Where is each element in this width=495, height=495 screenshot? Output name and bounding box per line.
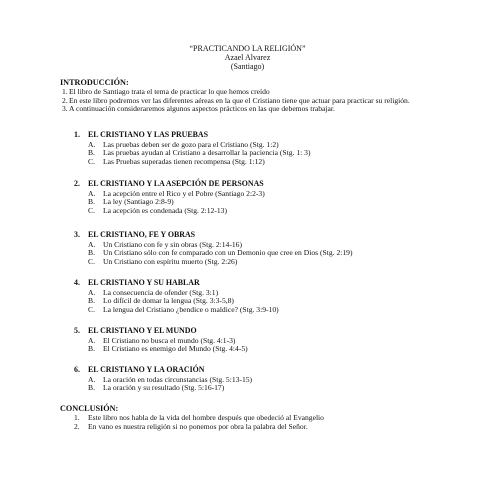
item-letter: A. <box>88 188 96 198</box>
document-author: Azael Alvarez <box>224 53 271 62</box>
item-text: Las Pruebas superadas tienen recompensa (Stg. 1:12) <box>103 156 265 166</box>
conclusion-item-number: 2. <box>74 421 80 431</box>
item-letter: B. <box>88 248 95 258</box>
section-title <box>74 231 454 240</box>
section-title <box>74 279 454 288</box>
item-text: El Cristiano no busca el mundo (Stg. 4:1-3) <box>103 335 236 345</box>
section-number: 2. <box>74 179 80 188</box>
section-pruebas <box>74 131 454 166</box>
conclusion-item-text: Este libro nos habla de la vida del hombre después que obedeció al Evangelio <box>88 413 324 422</box>
section-number: 1. <box>74 130 80 139</box>
conclusion-item <box>74 423 454 432</box>
item-letter: B. <box>88 296 95 306</box>
intro-list <box>62 88 432 114</box>
section-title-text: EL CRISTIANO Y EL MUNDO <box>88 326 197 335</box>
section-number: 4. <box>74 278 80 287</box>
intro-item-number: 1. <box>62 87 68 96</box>
item-text: Lo difícil de domar la lengua (Stg. 3:3-5,8) <box>103 296 234 306</box>
section-fe-obras <box>74 231 454 266</box>
document-title: “PRACTICANDO LA RELIGIÓN” <box>189 44 306 53</box>
item-letter: C. <box>88 256 95 266</box>
section-title <box>74 327 454 336</box>
section-title-text: EL CRISTIANO Y LA ORACIÓN <box>88 365 205 374</box>
item-text: La lengua del Cristiano ¿bendice o maldice? (Stg. 3:9-10) <box>103 304 279 314</box>
section-item <box>74 158 454 167</box>
section-number: 5. <box>74 326 80 335</box>
conclusion-item-number: 1. <box>74 413 80 422</box>
section-title-text: EL CRISTIANO Y LAS PRUEBAS <box>88 130 208 139</box>
intro-item-text: El libro de Santiago trata el tema de practicar lo que hemos creído <box>69 87 270 96</box>
section-number: 3. <box>74 230 80 239</box>
item-letter: A. <box>88 287 96 297</box>
intro-heading: INTRODUCCIÓN: <box>60 78 129 87</box>
section-oracion <box>74 366 454 393</box>
item-letter: B. <box>88 148 95 158</box>
item-letter: C. <box>88 304 95 314</box>
item-text: La oración y su resultado (Stg. 5:16-17) <box>103 383 225 393</box>
item-text: Un Cristiano sólo con fe comparado con un Demonio que cree en Dios (Stg. 2:19) <box>103 248 353 258</box>
item-text: Las pruebas ayudan al Cristiano a desarrollar la paciencia (Stg. 1: 3) <box>103 148 311 158</box>
item-letter: B. <box>88 344 95 354</box>
section-item <box>74 258 454 267</box>
conclusion-heading: CONCLUSIÓN: <box>60 404 119 413</box>
item-text: La acepción es condenada (Stg. 2:12-13) <box>103 205 227 215</box>
section-item <box>74 345 454 354</box>
section-item <box>74 384 454 393</box>
section-item <box>74 306 454 315</box>
section-title-text: EL CRISTIANO Y SU HABLAR <box>88 278 200 287</box>
section-hablar <box>74 279 454 314</box>
section-item <box>74 207 454 216</box>
item-text: La acepción entre el Rico y el Pobre (Santiago 2:2-3) <box>103 188 265 198</box>
intro-item-number: 2. <box>62 95 68 105</box>
item-text: La ley (Santiago 2:8-9) <box>103 197 174 207</box>
section-title <box>74 366 454 375</box>
intro-item-number: 3. <box>62 104 68 114</box>
item-letter: A. <box>88 374 96 384</box>
intro-item <box>62 105 432 114</box>
item-letter: C. <box>88 205 95 215</box>
item-text: Un Cristiano con fe y sin obras (Stg. 2:14-16) <box>103 239 242 249</box>
item-letter: A. <box>88 239 96 249</box>
title-block <box>0 44 495 71</box>
item-letter: C. <box>88 156 95 166</box>
item-text: La consecuencia de ofender (Stg. 3:1) <box>103 287 219 297</box>
item-letter: A. <box>88 139 96 149</box>
section-number: 6. <box>74 365 80 374</box>
item-text: El Cristiano es enemigo del Mundo (Stg. 4:4-5) <box>103 344 248 354</box>
intro-item-text: En este libro podremos ver las diferentes aéreas en la que el Cristiano tiene que actuar para practicar su religión. <box>69 95 410 105</box>
item-text: Las pruebas deben ser de gozo para el Cristiano (Stg. 1:2) <box>103 139 279 149</box>
conclusion-item-text: En vano es nuestra religión si no ponemos por obra la palabra del Señor. <box>88 421 308 431</box>
item-letter: B. <box>88 197 95 207</box>
section-title <box>74 180 454 189</box>
section-title-text: EL CRISTIANO, FE Y OBRAS <box>88 230 196 239</box>
intro-item-text: A continuación consideraremos algunos aspectos prácticos en las que debemos trabajar. <box>69 104 335 114</box>
item-text: Un Cristiano con espíritu muerto (Stg. 2:26) <box>103 256 238 266</box>
section-title-text: EL CRISTIANO Y LA ASEPCIÓN DE PERSONAS <box>88 179 264 188</box>
item-letter: B. <box>88 383 95 393</box>
conclusion-list <box>74 414 454 431</box>
section-mundo <box>74 327 454 354</box>
item-text: La oración en todas circunstancias (Stg. 5:13-15) <box>103 374 253 384</box>
section-acepcion <box>74 180 454 215</box>
section-title <box>74 131 454 140</box>
document-source: (Santiago) <box>230 62 265 71</box>
item-letter: A. <box>88 335 96 345</box>
